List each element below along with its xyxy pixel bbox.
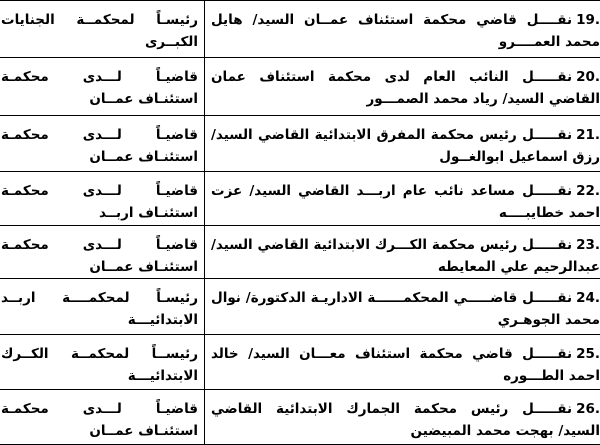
transfer-description: [205, 226, 600, 279]
row-number: .22: [576, 183, 600, 199]
table-row: [0, 390, 600, 445]
new-position: قاضيـاً لـــدى محكمـة استئنـاف عمــان: [0, 390, 205, 445]
row-number: .19: [576, 12, 600, 28]
transfer-description: [205, 335, 600, 390]
new-position: قاضيـاً لـــدى محكمـة استئنـاف عمــان: [0, 116, 205, 172]
table-row: [0, 279, 600, 335]
transfer-description: [205, 58, 600, 116]
description-text: نقـــــل قاضي محكمة استئناف معـــان السيد/ خالد احمد الطـــوره: [211, 346, 600, 384]
table-row: [0, 335, 600, 390]
table-row: [0, 226, 600, 279]
row-number: .20: [576, 69, 600, 85]
description-text: نقـــــل مساعد نائب عام اربـــد القاضي السيد/ عزت احمد خطايبــــه: [211, 183, 600, 221]
new-position: رئيسـاً لمحكمــة الجنايات الكبــرى: [0, 1, 205, 58]
description-text: نقـــــل رئيس محكمة الجمارك الابتدائية القاضي السيد/ بهجت محمد المبيضين: [211, 401, 600, 439]
new-position: رئيسـاً لمحكمــــة اربــد الابتدائيـــة: [0, 279, 205, 335]
table-row: [0, 172, 600, 226]
description-text: نقــــل قاضي محكمة استئناف عمــان السيد/ هايل محمد العمــــرو: [211, 12, 600, 50]
description-text: نقـــــل قاضـــــي المحكمــــــة الاداريـة الدكتورة/ نوال محمد الجوهـري: [211, 290, 600, 328]
table-row: [0, 1, 600, 58]
transfer-description: [205, 279, 600, 335]
new-position: قاضيـاً لـــدى محكمـة استئنـاف عمــان: [0, 226, 205, 279]
transfer-description: [205, 116, 600, 172]
row-number: .24: [576, 290, 600, 306]
new-position: قاضيـاً لـــدى محكمـة استئنـاف عمــان: [0, 58, 205, 116]
row-number: .23: [576, 237, 600, 253]
row-number: .21: [576, 127, 600, 143]
description-text: نقـــــل رئيس محكمة الكـــرك الابتدائية القاضي السيد/ عبدالرحيم علي المعايطه: [211, 237, 600, 275]
new-position: قاضيـاً لـــدى محكمـة استئنـاف اربــد: [0, 172, 205, 226]
row-number: .26: [576, 401, 600, 417]
transfer-description: [205, 1, 600, 58]
transfer-description: [205, 172, 600, 226]
transfer-description: [205, 390, 600, 445]
row-number: .25: [576, 346, 600, 362]
new-position: رئيســاً لمحكمــة الكــرك الابتدائيـــة: [0, 335, 205, 390]
table-row: [0, 58, 600, 116]
description-text: نقـــــل النائب العام لدى محكمة استئناف عمان القاضي السيد/ رياد محمد الصمـــور: [211, 69, 600, 107]
table-row: [0, 116, 600, 172]
description-text: نقـــــل رئيس محكمة المفرق الابتدائية القاضي السيد/ رزق اسماعيل ابوالغــول: [211, 127, 600, 165]
